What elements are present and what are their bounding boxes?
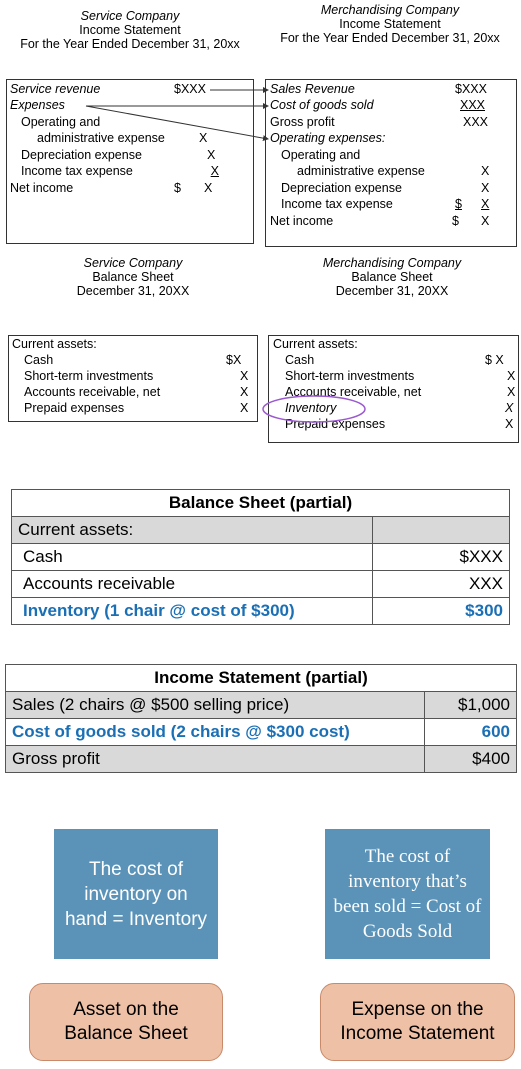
sti-label: Short-term investments	[285, 369, 415, 383]
prepaid-label: Prepaid expenses	[24, 401, 125, 415]
statement-name: Balance Sheet	[351, 270, 433, 284]
statement-date: December 31, 20XX	[335, 284, 449, 298]
operating-label-1: Operating and	[21, 115, 101, 129]
gross-profit-label: Gross profit	[6, 746, 425, 773]
expense-income-statement-text: Expense on the Income Statement	[340, 999, 495, 1044]
table-row	[6, 719, 517, 746]
ar-amount: X	[507, 385, 516, 399]
sales-amount: $1,000	[425, 692, 517, 719]
table-title: Income Statement (partial)	[6, 665, 517, 692]
net-income-dollar: $	[452, 214, 459, 228]
service-bs-header	[0, 256, 266, 298]
statement-period: For the Year Ended December 31, 20xx	[280, 31, 500, 45]
operating-label-2: administrative expense	[297, 164, 425, 178]
sti-amount: X	[240, 369, 249, 383]
income-statement-partial	[5, 664, 517, 773]
cash-label: Cash	[24, 353, 54, 367]
sales-label: Sales (2 chairs @ $500 selling price)	[6, 692, 425, 719]
asset-balance-sheet-box	[29, 983, 223, 1061]
ar-label: Accounts receivable, net	[285, 385, 422, 399]
gross-profit-amount: XXX	[463, 115, 489, 129]
cogs-definition-text: The cost of inventory that’s been sold = Cost of Goods Sold	[333, 846, 482, 942]
inventory-label: Inventory (1 chair @ cost of $300)	[12, 598, 373, 625]
ar-amount: XXX	[373, 571, 510, 598]
connector-arrows	[0, 0, 521, 260]
company-name: Service Company	[80, 9, 180, 23]
sti-amount: X	[507, 369, 516, 383]
cash-amount: $XXX	[373, 544, 510, 571]
cash-label: Cash	[12, 544, 373, 571]
statement-period: For the Year Ended December 31, 20xx	[20, 37, 240, 51]
depreciation-label: Depreciation expense	[21, 148, 142, 162]
service-revenue-amount: $XXX	[174, 82, 206, 96]
current-assets-label: Current assets:	[12, 517, 373, 544]
statement-name: Income Statement	[79, 23, 181, 37]
ar-label: Accounts receivable	[12, 571, 373, 598]
prepaid-amount: X	[505, 417, 514, 431]
expense-income-statement-box	[320, 983, 515, 1061]
inventory-amount: X	[505, 401, 514, 415]
cash-label: Cash	[285, 353, 315, 367]
table-row	[12, 598, 510, 625]
gross-profit-label: Gross profit	[270, 115, 335, 129]
net-income-amount: X	[204, 181, 213, 195]
balance-sheet-partial	[11, 489, 510, 625]
table-row	[6, 692, 517, 719]
cogs-amount: XXX	[460, 98, 486, 112]
asset-balance-sheet-text: Asset on the Balance Sheet	[64, 999, 188, 1044]
income-tax-dollar: $	[455, 197, 462, 211]
statement-name: Income Statement	[339, 17, 441, 31]
income-tax-label: Income tax expense	[21, 164, 133, 178]
net-income-label: Net income	[10, 181, 74, 195]
net-income-dollar: $	[174, 181, 181, 195]
net-income-label: Net income	[270, 214, 334, 228]
opex-label-text: Operating expenses:	[270, 131, 386, 145]
expenses-label: Expenses	[10, 98, 65, 112]
inventory-definition-text: The cost of inventory on hand = Inventory	[64, 858, 208, 930]
current-assets-amount	[373, 517, 510, 544]
income-tax-amount: X	[481, 197, 490, 211]
inventory-highlight-circle	[260, 392, 372, 426]
depreciation-amount: X	[207, 148, 216, 162]
prepaid-amount: X	[240, 401, 249, 415]
cash-amount: $ X	[485, 353, 504, 367]
table-title: Balance Sheet (partial)	[12, 490, 510, 517]
cash-amount: $X	[226, 353, 242, 367]
gross-profit-amount: $400	[425, 746, 517, 773]
inventory-amount: $300	[373, 598, 510, 625]
cogs-label: Cost of goods sold	[270, 98, 374, 112]
table-row	[12, 571, 510, 598]
company-name: Merchandising Company	[320, 3, 460, 17]
net-income-amount: X	[481, 214, 490, 228]
merch-bs-header	[261, 256, 521, 298]
income-tax-label: Income tax expense	[281, 197, 393, 211]
operating-label-2: administrative expense	[37, 131, 165, 145]
operating-label-1: Operating and	[281, 148, 361, 162]
depreciation-label: Depreciation expense	[281, 181, 402, 195]
sti-label: Short-term investments	[24, 369, 154, 383]
ar-amount: X	[240, 385, 249, 399]
sales-revenue-label: Sales Revenue	[270, 82, 355, 96]
service-revenue-label: Service revenue	[10, 82, 101, 96]
expenses-to-opex-arrow	[86, 106, 268, 139]
company-name: Service Company	[83, 256, 183, 270]
sales-revenue-amount: $XXX	[455, 82, 487, 96]
table-row	[6, 746, 517, 773]
table-row	[12, 544, 510, 571]
income-tax-amount: X	[210, 164, 219, 178]
inventory-definition-box	[54, 829, 218, 959]
statement-name: Balance Sheet	[92, 270, 174, 284]
cogs-amount: 600	[425, 719, 517, 746]
cogs-definition-box	[325, 829, 490, 959]
ar-label: Accounts receivable, net	[24, 385, 161, 399]
prepaid-label: Prepaid expenses	[285, 417, 386, 431]
current-assets-label: Current assets:	[12, 337, 97, 351]
operating-amount: X	[199, 131, 208, 145]
cogs-label: Cost of goods sold (2 chairs @ $300 cost)	[6, 719, 425, 746]
company-name: Merchandising Company	[322, 256, 462, 270]
inventory-label: Inventory	[285, 401, 337, 415]
statement-date: December 31, 20XX	[76, 284, 190, 298]
current-assets-label: Current assets:	[273, 337, 358, 351]
depreciation-amount: X	[481, 181, 490, 195]
operating-amount: X	[481, 164, 490, 178]
